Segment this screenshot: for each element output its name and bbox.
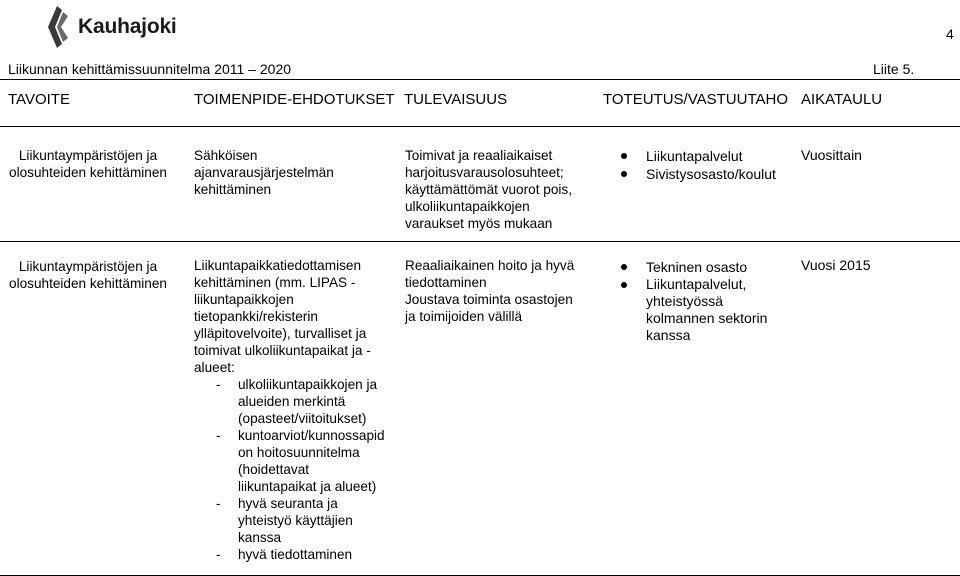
list-item-line: yhteistyö käyttäjien	[238, 513, 353, 528]
dash-marker: -	[216, 377, 221, 392]
bullet-icon	[621, 153, 627, 159]
row2-responsible-line: Tekninen osasto	[646, 259, 748, 275]
row1-future-line: harjoitusvarausolosuhteet;	[405, 165, 564, 180]
row2-responsible-line: yhteistyössä	[646, 293, 724, 309]
appendix-label: Liite 5.	[873, 61, 915, 77]
list-item-line: hyvä seuranta ja	[238, 496, 338, 511]
action-list-item	[216, 495, 385, 546]
row1-action	[194, 147, 334, 198]
column-header-responsible: TOTEUTUS/VASTUUTAHO	[603, 91, 789, 108]
list-item-line: (opasteet/viitoitukset)	[238, 411, 367, 426]
document-title: Liikunnan kehittämissuunnitelma 2011 – 2020	[8, 61, 292, 77]
action-list-item-text	[238, 546, 352, 563]
row2-future-line: Reaaliaikainen hoito ja hyvä	[405, 258, 575, 273]
row2-schedule: Vuosi 2015	[801, 257, 871, 273]
row2-action-line: kehittäminen (mm. LIPAS -	[194, 275, 356, 290]
kauhajoki-logo-icon	[48, 6, 70, 48]
list-item-line: hyvä tiedottaminen	[238, 547, 353, 562]
logo-text: Kauhajoki	[78, 15, 177, 38]
action-list-item	[216, 376, 385, 427]
column-header-future: TULEVAISUUS	[404, 91, 508, 108]
row1-goal	[8, 147, 168, 181]
row1-future-line: varaukset myös mukaan	[405, 216, 553, 231]
row1-action-line: kehittäminen	[194, 182, 272, 197]
list-item-line: on hoitosuunnitelma	[238, 445, 360, 460]
table-top-rule	[0, 79, 960, 80]
row2-future-line: Joustava toiminta osastojen	[405, 292, 573, 307]
row2-future	[405, 257, 574, 325]
row1-future	[405, 147, 572, 232]
row2-action-line: toimivat ulkoliikuntapaikat ja -	[194, 343, 371, 358]
row2-responsible-line: kanssa	[646, 327, 691, 343]
row1-responsible-item	[646, 165, 776, 183]
action-list-item	[216, 546, 385, 563]
row2-responsible-line: kolmannen sektorin	[646, 310, 768, 326]
dash-marker: -	[216, 547, 221, 562]
column-header-schedule: AIKATAULU	[801, 91, 883, 108]
row2-responsible-item	[646, 258, 747, 276]
row1-future-line: ulkoliikuntapaikkojen	[405, 199, 530, 214]
row2-action-line: alueet:	[194, 360, 235, 375]
action-list-item	[216, 427, 385, 495]
row2-action-list	[194, 376, 385, 563]
list-item-line: kanssa	[238, 530, 282, 545]
dash-marker: -	[216, 496, 221, 511]
row2-action-line: ylläpitovelvoite), turvalliset ja	[194, 326, 367, 341]
action-list-item-text	[238, 495, 353, 546]
list-item-line: ulkoliikuntapaikkojen ja	[238, 377, 378, 392]
column-header-actions: TOIMENPIDE-EHDOTUKSET	[194, 91, 395, 108]
bullet-icon	[621, 171, 627, 177]
row1-action-line: Sähköisen	[194, 148, 258, 163]
list-item-line: kuntoarviot/kunnossapid	[238, 428, 385, 443]
list-item-line: (hoidettavat	[238, 462, 310, 477]
row1-responsible-line: Liikuntapalvelut	[646, 148, 743, 164]
row1-schedule: Vuosittain	[801, 147, 862, 163]
row-divider	[0, 241, 960, 242]
row2-responsible-item	[646, 276, 767, 344]
list-item-line: liikuntapaikat ja alueet)	[238, 479, 377, 494]
bullet-icon	[621, 264, 627, 270]
row2-goal	[8, 258, 168, 292]
row1-responsible-line: Sivistysosasto/koulut	[646, 166, 776, 182]
row2-action	[194, 257, 385, 563]
action-list-item-text	[238, 427, 385, 495]
row1-responsible-item	[646, 147, 743, 165]
row2-action-line: Liikuntapaikkatiedottamisen	[194, 258, 362, 273]
row2-action-line: tietopankki/rekisterin	[194, 309, 318, 324]
dash-marker: -	[216, 428, 221, 443]
column-header-goal: TAVOITE	[8, 91, 70, 108]
kauhajoki-logo	[48, 6, 177, 48]
header-bottom-rule	[0, 126, 960, 127]
row2-goal-line: olosuhteiden kehittäminen	[9, 276, 167, 291]
action-list-item-text	[238, 376, 377, 427]
row2-responsible-line: Liikuntapalvelut,	[646, 276, 747, 292]
row2-future-line: ja toimijoiden välillä	[405, 309, 523, 324]
row2-future-line: tiedottaminen	[405, 275, 487, 290]
row1-goal-line: olosuhteiden kehittäminen	[9, 165, 167, 180]
list-item-line: alueiden merkintä	[238, 394, 346, 409]
page-number: 4	[946, 26, 954, 42]
row2-goal-line: Liikuntaympäristöjen ja	[18, 259, 158, 274]
row1-future-line: käyttämättömät vuorot pois,	[405, 182, 572, 197]
bullet-icon	[621, 282, 627, 288]
row1-goal-line: Liikuntaympäristöjen ja	[18, 148, 158, 163]
row1-future-line: Toimivat ja reaaliaikaiset	[405, 148, 553, 163]
row2-action-line: liikuntapaikkojen	[194, 292, 294, 307]
row1-action-line: ajanvarausjärjestelmän	[194, 165, 334, 180]
